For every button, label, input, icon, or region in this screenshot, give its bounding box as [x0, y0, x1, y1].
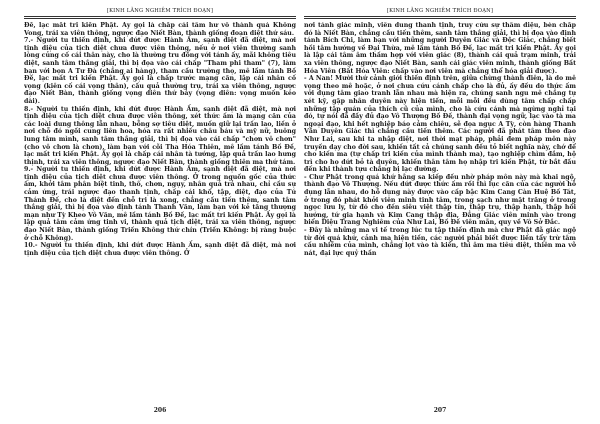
running-head-left: [KINH LĂNG NGHIÊM TRÍCH ĐOẠN] — [106, 8, 214, 14]
header-rule-right — [304, 16, 576, 19]
left-page-body — [24, 22, 296, 396]
left-paragraph: 10.- Người tu thiền định, khi dứt được Hành Ấm, sạnh diệt đã diệt, mà nơi tịnh diệu của tịch diệt chưa được viên thông. Ở — [24, 242, 296, 257]
right-page-body — [304, 22, 576, 396]
left-paragraph: 7.- Người tu thiền định, khi dứt được Hành Ấm, sạnh diệt đã diệt, mà nơi tịnh diệu của tịch diệt chưa được viên thông, nếu ở nơi viên thường sanh lòng củng cố cái thân này, cho là thường tru đồng với tánh ấy, mãi không tiêu diệt, sanh tâm thắng giải, thì bị đọa vào cái chấp "Tham phi tham" (7), làm bạn với bọn A Tư Đà (chẳng ai hàng), tham cầu trường thọ, mê lầm tánh Bồ Đề, lạc mất tri kiến Phật. Ấy gọi là chấp trước mạng căn, lập cái nhân cố vọng (kiên cố cái vọng thân), cầu quả thường trụ, trái xa viên thông, ngược đạo Niết Bàn, thành giống vọng diên thứ bảy (vọng diên: vọng muốn kéo dài). — [24, 37, 296, 105]
page-number-left: 206 — [153, 407, 167, 414]
right-paragraph: - Chư Phật trong quá khứ hằng sa kiếp đều nhờ pháp môn này mà khai ngộ, thành đạo Vô Thượng. Nếu dứt được thức ấm rồi thì lục căn của các người hỗ dụng lẫn nhau, do hỗ dụng này được vào cấp bậc Kim Cang Càn Huệ Bồ Tát, ở trong đó phát khởi viên minh tinh tâm, trong sạch như mặt trăng ở trong ngọc lưu ly, từ đó cho đến siêu việt thập tín, thập trụ, thập hạnh, thập hồi hướng, tứ gia hạnh và Kim Cang thập địa, Đẳng Giác viên minh vào trong biển Diệu Trang Nghiêm của Như Lai, Bồ Đề viên mãn, quy về Vô Sở Đắc. — [304, 173, 576, 227]
page-number-right: 207 — [433, 407, 447, 414]
header-rule-left — [24, 16, 296, 19]
left-paragraph: 9.- Người tu thiền định, khi dứt được Hành Ấm, sạnh diệt đã diệt, mà nơi tịnh diệu của tịch diệt chưa được viên thông. Ở trong nguồn gốc của thức ấm, khởi tâm phân biệt tinh, thô, chơn, ngụy, nhân quả trả nhau, chỉ cầu sự cảm ứng, trái ngược đạo thanh tịnh, chấp cái khổ, tập, diệt, đạo của Tứ Thánh Đế, cho là diệt đến chỗ tri là xong, chẳng cầu tiến thêm, sanh tâm thắng giải, thì bị đọa vào định tánh Thanh Văn, làm bạn với kẻ tăng thượng mạn như Tỳ Kheo Vô Văn, mê lầm tánh Bồ Đề, lạc mất tri kiến Phật. Ấy gọi là lập quả tâm cảm ứng tinh vi, thành quả tịch diệt, trái xa viên thông, ngược đạo Niết Bàn, thành giống Triền Không thứ chín (Triền Không: bị ràng buộc ở chỗ Không). — [24, 166, 296, 242]
left-paragraph: Đề, lạc mất tri kiến Phật. Ấy gọi là chấp cái tâm hư vô thành quả Không Vong, trái xa viên thông, ngược đạo Niết Bàn, thành giống đoạn diệt thứ sáu. — [24, 22, 296, 37]
left-paragraph: 8.- Người tu thiền định, khi dứt được Hành Ấm, sạnh diệt đã diệt, mà nơi tịnh diệu của tịch diệt chưa được viên thông, xét thức ấm là mạng căn của các loài dung thông lẫn nhau, bỗng sợ tiêu diệt, muốn giữ lại trần lao, liền ở nơi chỗ đó ngồi cung liên hoa, hóa ra rất nhiều châu báu và mỹ nữ, buông lung tâm mình, sanh tâm thắng giải, thì bị đọa vào cái chấp "chơn vô chơn" (cho vô chơn là chơn), làm bạn với cõi Tha Hóa Thiên, mê lầm tánh Bồ Đề, lạc mất tri kiến Phật. Ấy gọi là chấp cái nhân tà tướng, lập quả trần lao hưng thịnh, trái xa viên thông, ngược đạo Niết Bàn, thành giống thiên ma thứ tám. — [24, 105, 296, 166]
right-paragraph: - Đây là những ma vi tế trong lúc tu tập thiền định mà chư Phật đã giác ngộ từ đời quá khứ, cảnh ma hiện tiền, các người phải biết được liền tẩy trừ tâm cấu nhiễm của mình, chẳng lọt vào tà kiến, thì âm ma tiêu diệt, thiên ma vỡ nát, đại lực quỷ thần — [304, 227, 576, 257]
running-head-right: [KINH LĂNG NGHIÊM TRÍCH ĐOẠN] — [386, 8, 494, 14]
right-paragraph: nơi tánh giác minh, viên dung thanh tịnh, truy cứu sự thâm diệu, bèn chấp đó là Niết Bàn, chẳng cầu tiến thêm, sanh tâm thắng giải, thì bị đọa vào định tánh Bích Chi, làm bạn với những người Duyên Giác và Độc Giác, chẳng biết hồi tâm hướng về Đại Thừa, mê lầm tánh Bồ Đề, lạc mất tri kiến Phật. Ấy gọi là lập cái tâm âm thầm hợp với viên giác (8), thành cái quả trạm minh, trái xa viên thông, ngược đạo Niết Bàn, sanh cái giác viên minh, thành giống Bất Hóa Viên (Bất Hóa Viên: chấp vào nơi viên mà chẳng thể hóa giải được). — [304, 22, 576, 75]
right-page — [304, 0, 576, 424]
right-paragraph: - A Nan! Mười thứ cảnh giới thiền định trên, giữa chừng thành điên, là do mê vọng theo mê hoặc, ở nơi chưa cứu cánh chấp cho là đủ, ấy đều do thức ấm với dụng tâm giao tranh lẫn nhau mà hiện ra, chúng sanh ngu mê chẳng tự xét kỹ, gặp nhân duyên này hiện tiền, mỗi mỗi đều dùng tâm chấp chấp những tập quán của thích cũ của mình, cho là cứu cánh mà ngừng nghỉ tại đó, tự nói đã đầy đủ đạo Vô Thượng Bồ Đề, thành đại vọng ngữ, lạc vào tà ma ngoại đạo, khi hết nghiệp báo cảm chiêu, sẽ đọa ngục A Tỳ, còn hàng Thanh Văn Duyên Giác thì chẳng cầu tiến thêm. Các người đã phát tâm theo đạo Như Lai, sau khi ta nhập diệt, nơi thời mạt pháp, phải đem pháp môn này truyền dạy cho đời sau, khiến tất cả chúng sanh đều tỏ biết nghĩa này, chớ để cho kiến ma (tự chấp tri kiến của mình thành ma), tạo nghiệp chìm đắm, hộ trì cho họ dứt bỏ tà duyên, khiến thân tâm họ nhập tri kiến Phật, từ bắt đầu đến khi thành tựu chẳng bị lạc đường. — [304, 75, 576, 174]
left-page — [24, 0, 296, 424]
